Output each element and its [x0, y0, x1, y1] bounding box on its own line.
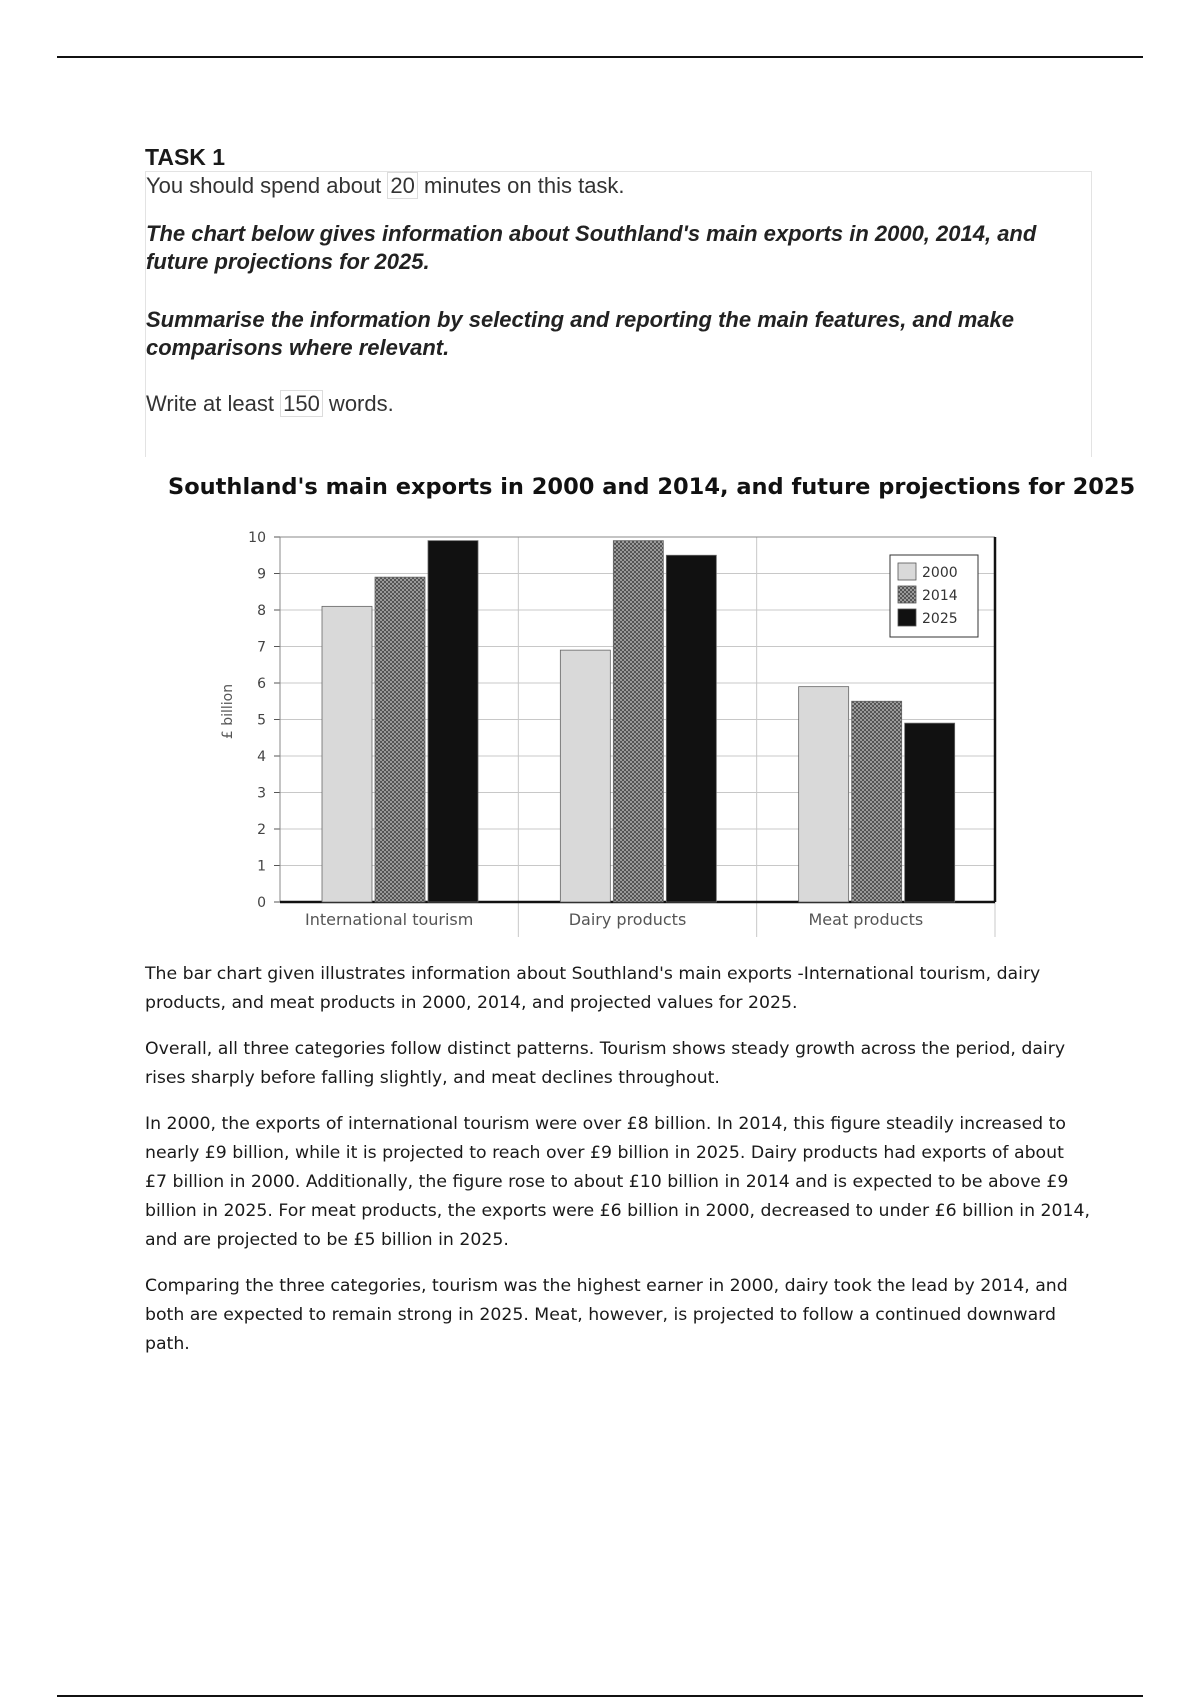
- y-tick-label-1: 1: [257, 858, 266, 875]
- x-category-label-2: Meat products: [808, 910, 924, 929]
- y-tick-label-4: 4: [257, 749, 266, 765]
- essay: [145, 960, 1090, 1376]
- bar-meat-products-2025: [905, 723, 955, 902]
- bar-international-tourism-2025: [428, 541, 478, 902]
- task-section: [145, 143, 1095, 457]
- words-number: 150: [280, 390, 323, 417]
- task-instructions-box: [145, 171, 1092, 457]
- essay-paragraph-overview: Overall, all three categories follow distinct patterns. Tourism shows steady growth across the period, dairy rises sharply before falling slightly, and meat declines throughout.: [145, 1039, 1066, 1088]
- bar-meat-products-2000: [799, 687, 849, 902]
- y-tick-label-10: 10: [248, 530, 266, 546]
- y-tick-label-9: 9: [257, 566, 266, 583]
- x-category-label-1: Dairy products: [568, 910, 687, 929]
- top-rule: [57, 56, 1143, 58]
- legend-label-2025: 2025: [922, 611, 958, 627]
- essay-paragraph-intro: The bar chart given illustrates information about Southland's main exports -International tourism, dairy products, and meat products in 2000, 2014, and projected values for 2025.: [145, 964, 1041, 1013]
- words-text-after: words.: [322, 391, 394, 416]
- time-text-before: You should spend about: [146, 173, 388, 198]
- task-instruction: Summarise the information by selecting and reporting the main features, and make comparisons where relevant.: [146, 307, 1014, 360]
- legend-label-2000: 2000: [922, 565, 958, 581]
- time-instruction: [146, 172, 1091, 200]
- task-prompt: The chart below gives information about Southland's main exports in 2000, 2014, and future projections for 2025.: [146, 221, 1037, 274]
- y-tick-label-3: 3: [257, 785, 266, 802]
- time-text-after: minutes on this task.: [417, 173, 625, 198]
- y-tick-label-5: 5: [257, 712, 266, 729]
- y-axis-label: £ billion: [220, 683, 236, 740]
- y-tick-label-0: 0: [257, 895, 266, 911]
- x-category-label-0: International tourism: [304, 910, 474, 929]
- legend-swatch-2014: [898, 586, 916, 603]
- bar-international-tourism-2014: [375, 577, 425, 902]
- word-count-instruction: [146, 390, 1091, 418]
- essay-paragraph-comparison: Comparing the three categories, tourism was the highest earner in 2000, dairy took the lead by 2014, and both are expected to remain strong in 2025. Meat, however, is projected to follow a continued downward path.: [145, 1276, 1068, 1354]
- time-number: 20: [387, 172, 417, 199]
- essay-paragraph-details: In 2000, the exports of international tourism were over £8 billion. In 2014, this figure steadily increased to nearly £9 billion, while it is projected to reach over £9 billion in 2025. Dairy products had exports of about £7 billion in 2000. Additionally, the figure rose to about £10 billion in 2014 and is expected to be above £9 billion in 2025. For meat products, the exports were £6 billion in 2000, decreased to under £6 billion in 2014, and are projected to be £5 billion in 2025.: [145, 1114, 1091, 1250]
- task-heading: TASK 1: [145, 144, 226, 170]
- bar-international-tourism-2000: [322, 606, 372, 902]
- y-tick-label-6: 6: [257, 676, 266, 692]
- words-text-before: Write at least: [146, 391, 281, 416]
- bar-dairy-products-2000: [560, 650, 610, 902]
- chart-title: Southland's main exports in 2000 and 2014, and future projections for 2025: [168, 474, 1136, 500]
- y-tick-label-7: 7: [257, 639, 266, 656]
- y-tick-label-8: 8: [257, 603, 266, 619]
- bar-meat-products-2014: [852, 701, 902, 902]
- bar-chart: [210, 525, 1010, 945]
- legend-swatch-2025: [898, 609, 916, 626]
- legend-label-2014: 2014: [922, 588, 958, 604]
- bar-dairy-products-2014: [613, 541, 663, 902]
- bar-dairy-products-2025: [666, 555, 716, 902]
- bottom-rule: [57, 1695, 1143, 1697]
- y-tick-label-2: 2: [257, 822, 266, 838]
- legend-swatch-2000: [898, 563, 916, 580]
